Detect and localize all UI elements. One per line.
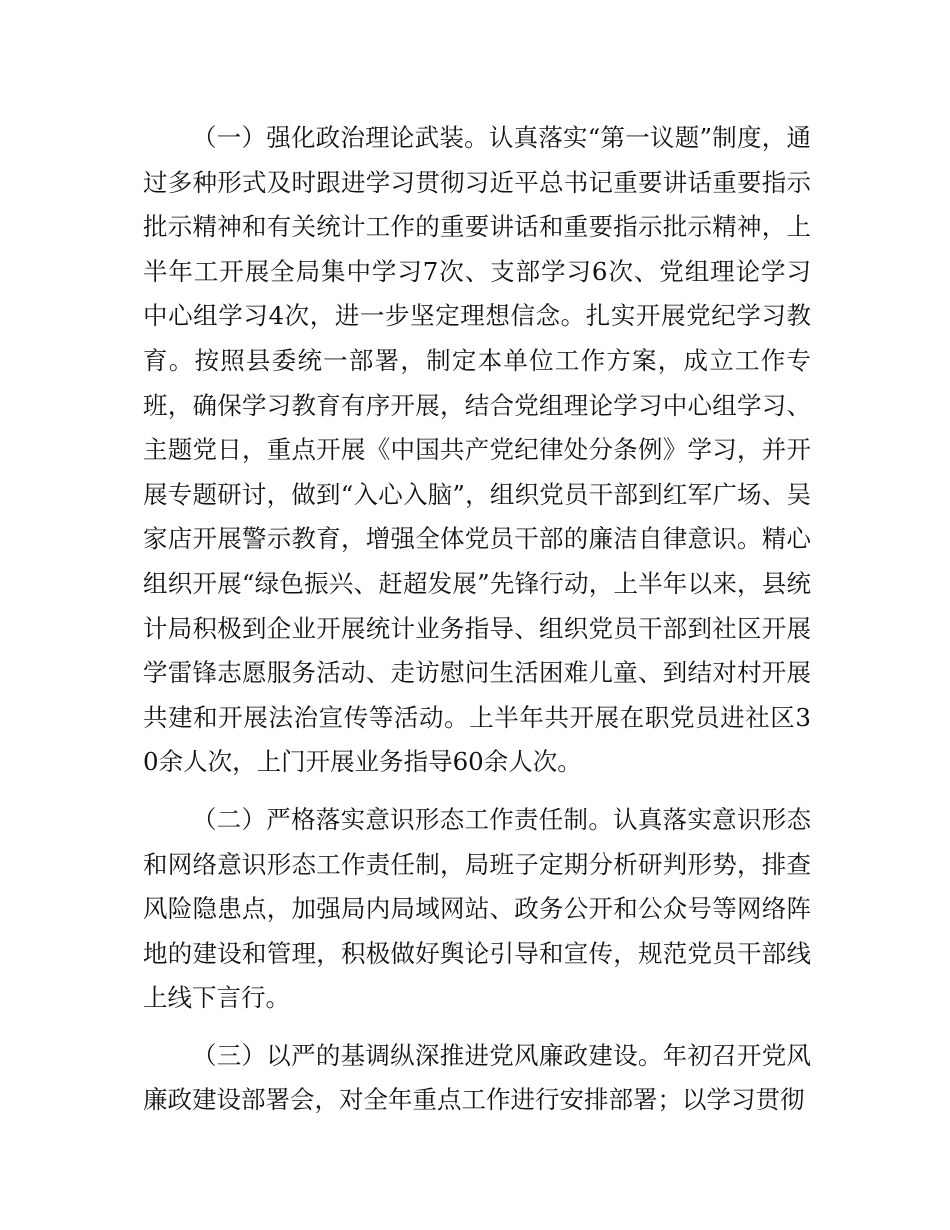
paragraph-ideology-responsibility: （二）严格落实意识形态工作责任制。认真落实意识形态和网络意识形态工作责任制，局班子定期分析研判形势，排查风险隐患点，加强局内局域网站、政务公开和公众号等网络阵地的建设和管理，积极做好舆论引导和宣传，规范党员干部线上线下言行。 [143, 804, 811, 1013]
paragraph-clean-governance: （三）以严的基调纵深推进党风廉政建设。年初召开党风廉政建设部署会，对全年重点工作进行安排部署；以学习贯彻 [143, 1040, 811, 1115]
paragraph-political-theory: （一）强化政治理论武装。认真落实“第一议题”制度，通过多种形式及时跟进学习贯彻习近平总书记重要讲话重要指示批示精神和有关统计工作的重要讲话和重要指示批示精神，上半年工开展全局集中学习7次、支部学习6次、党组理论学习中心组学习4次，进一步坚定理想信念。扎实开展党纪学习教育。按照县委统一部署，制定本单位工作方案，成立工作专班，确保学习教育有序开展，结合党组理论学习中心组学习、主题党日，重点开展《中国共产党纪律处分条例》学习，并开展专题研讨，做到“入心入脑”，组织党员干部到红军广场、吴家店开展警示教育，增强全体党员干部的廉洁自律意识。精心组织开展“绿色振兴、赶超发展”先锋行动，上半年以来，县统计局积极到企业开展统计业务指导、组织党员干部到社区开展学雷锋志愿服务活动、走访慰问生活困难儿童、到结对村开展共建和开展法治宣传等活动。上半年共开展在职党员进社区30余人次，上门开展业务指导60余人次。 [143, 123, 811, 777]
document-body [143, 116, 811, 1136]
